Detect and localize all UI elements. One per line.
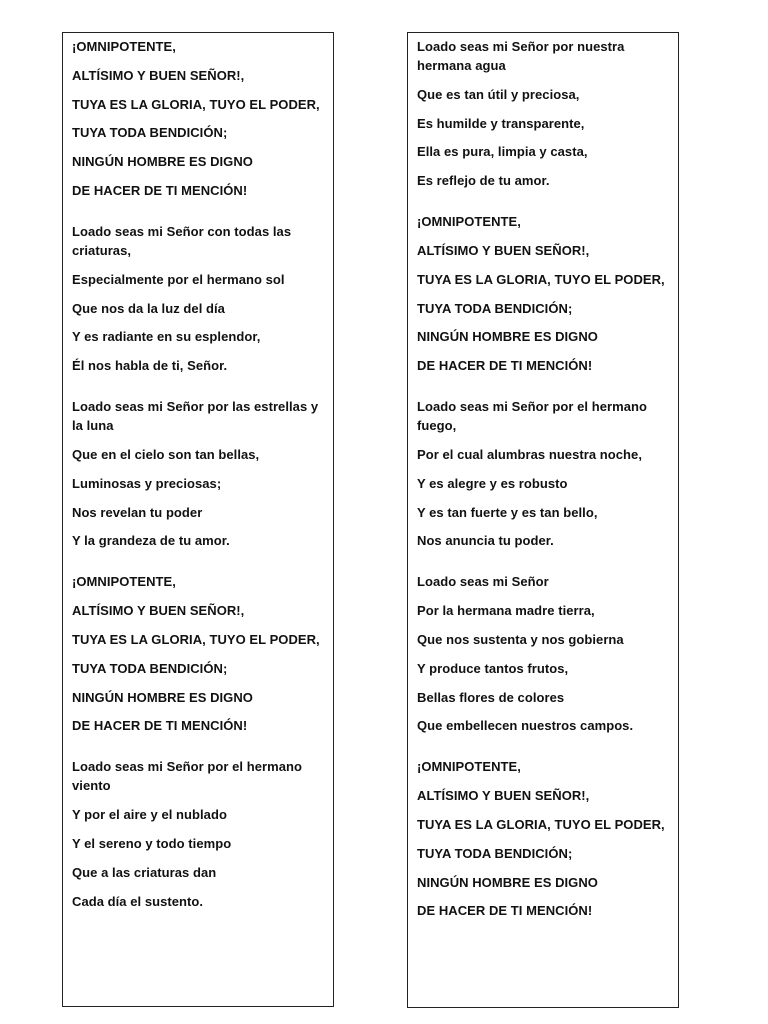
verse-line: ALTÍSIMO Y BUEN SEÑOR!, (72, 603, 245, 619)
verse-line: Bellas flores de colores (417, 689, 565, 705)
stanza (417, 572, 670, 735)
verse-line: ALTÍSIMO Y BUEN SEÑOR!, (417, 788, 590, 804)
verse-line: Loado seas mi Señor por las estrellas y la luna (72, 399, 319, 434)
verse-line: ¡OMNIPOTENTE, (72, 574, 176, 590)
verse-line: Por la hermana madre tierra, (417, 603, 595, 619)
verse-line: TUYA TODA BENDICIÓN; (72, 660, 228, 676)
verse-line: NINGÚN HOMBRE ES DIGNO (72, 154, 253, 170)
verse-line: TUYA ES LA GLORIA, TUYO EL PODER, (417, 816, 665, 832)
verse-line: ¡OMNIPOTENTE, (72, 39, 176, 54)
verse-line: TUYA ES LA GLORIA, TUYO EL PODER, (417, 271, 665, 287)
verse-line: Nos anuncia tu poder. (417, 533, 554, 549)
verse-line: Loado seas mi Señor por el hermano viento (72, 759, 302, 794)
verse-line: ¡OMNIPOTENTE, (417, 759, 521, 775)
verse-line: Luminosas y preciosas; (72, 475, 222, 491)
verse-line: DE HACER DE TI MENCIÓN! (72, 718, 248, 734)
verse-line: Y es alegre y es robusto (417, 475, 568, 491)
stanza (72, 37, 325, 200)
verse-line: NINGÚN HOMBRE ES DIGNO (417, 874, 598, 890)
right-column (407, 32, 679, 1008)
verse-line: ¡OMNIPOTENTE, (417, 214, 521, 230)
verse-line: DE HACER DE TI MENCIÓN! (417, 358, 593, 374)
stanza (417, 37, 670, 190)
verse-line: Ella es pura, limpia y casta, (417, 144, 588, 160)
verse-line: DE HACER DE TI MENCIÓN! (72, 182, 248, 198)
verse-line: TUYA TODA BENDICIÓN; (417, 300, 573, 316)
verse-line: Que es tan útil y preciosa, (417, 86, 580, 102)
verse-line: Nos revelan tu poder (72, 504, 203, 520)
verse-line: Loado seas mi Señor por nuestra hermana agua (417, 39, 625, 73)
verse-line: Cada día el sustento. (72, 893, 204, 909)
verse-line: Y es tan fuerte y es tan bello, (417, 504, 598, 520)
stanza (417, 397, 670, 550)
verse-line: ALTÍSIMO Y BUEN SEÑOR!, (72, 67, 245, 83)
verse-line: NINGÚN HOMBRE ES DIGNO (417, 329, 598, 345)
verse-line: Y el sereno y todo tiempo (72, 835, 232, 851)
verse-line: Y por el aire y el nublado (72, 807, 227, 823)
left-column (62, 32, 334, 1007)
verse-line: Por el cual alumbras nuestra noche, (417, 446, 642, 462)
verse-line: Que a las criaturas dan (72, 864, 217, 880)
verse-line: Que nos da la luz del día (72, 300, 225, 316)
stanza (417, 757, 670, 920)
verse-line: Es reflejo de tu amor. (417, 173, 550, 189)
verse-line: TUYA TODA BENDICIÓN; (417, 845, 573, 861)
stanza (72, 397, 325, 550)
stanza (72, 757, 325, 910)
verse-line: Loado seas mi Señor por el hermano fuego, (417, 399, 647, 434)
verse-line: Loado seas mi Señor con todas las criaturas, (72, 223, 292, 258)
verse-line: Que en el cielo son tan bellas, (72, 446, 260, 462)
verse-line: ALTÍSIMO Y BUEN SEÑOR!, (417, 242, 590, 258)
verse-line: Él nos habla de ti, Señor. (72, 358, 228, 374)
verse-line: Especialmente por el hermano sol (72, 271, 285, 287)
verse-line: DE HACER DE TI MENCIÓN! (417, 903, 593, 919)
verse-line: Y es radiante en su esplendor, (72, 329, 261, 345)
verse-line: TUYA ES LA GLORIA, TUYO EL PODER, (72, 631, 320, 647)
verse-line: TUYA ES LA GLORIA, TUYO EL PODER, (72, 96, 320, 112)
stanza (72, 222, 325, 375)
stanza (72, 572, 325, 735)
verse-line: Que nos sustenta y nos gobierna (417, 631, 624, 647)
verse-line: Y la grandeza de tu amor. (72, 533, 230, 549)
verse-line: TUYA TODA BENDICIÓN; (72, 125, 228, 141)
stanza (417, 212, 670, 375)
verse-line: Y produce tantos frutos, (417, 660, 569, 676)
verse-line: Loado seas mi Señor (417, 574, 549, 590)
verse-line: Es humilde y transparente, (417, 115, 585, 131)
verse-line: Que embellecen nuestros campos. (417, 718, 634, 734)
verse-line: NINGÚN HOMBRE ES DIGNO (72, 689, 253, 705)
